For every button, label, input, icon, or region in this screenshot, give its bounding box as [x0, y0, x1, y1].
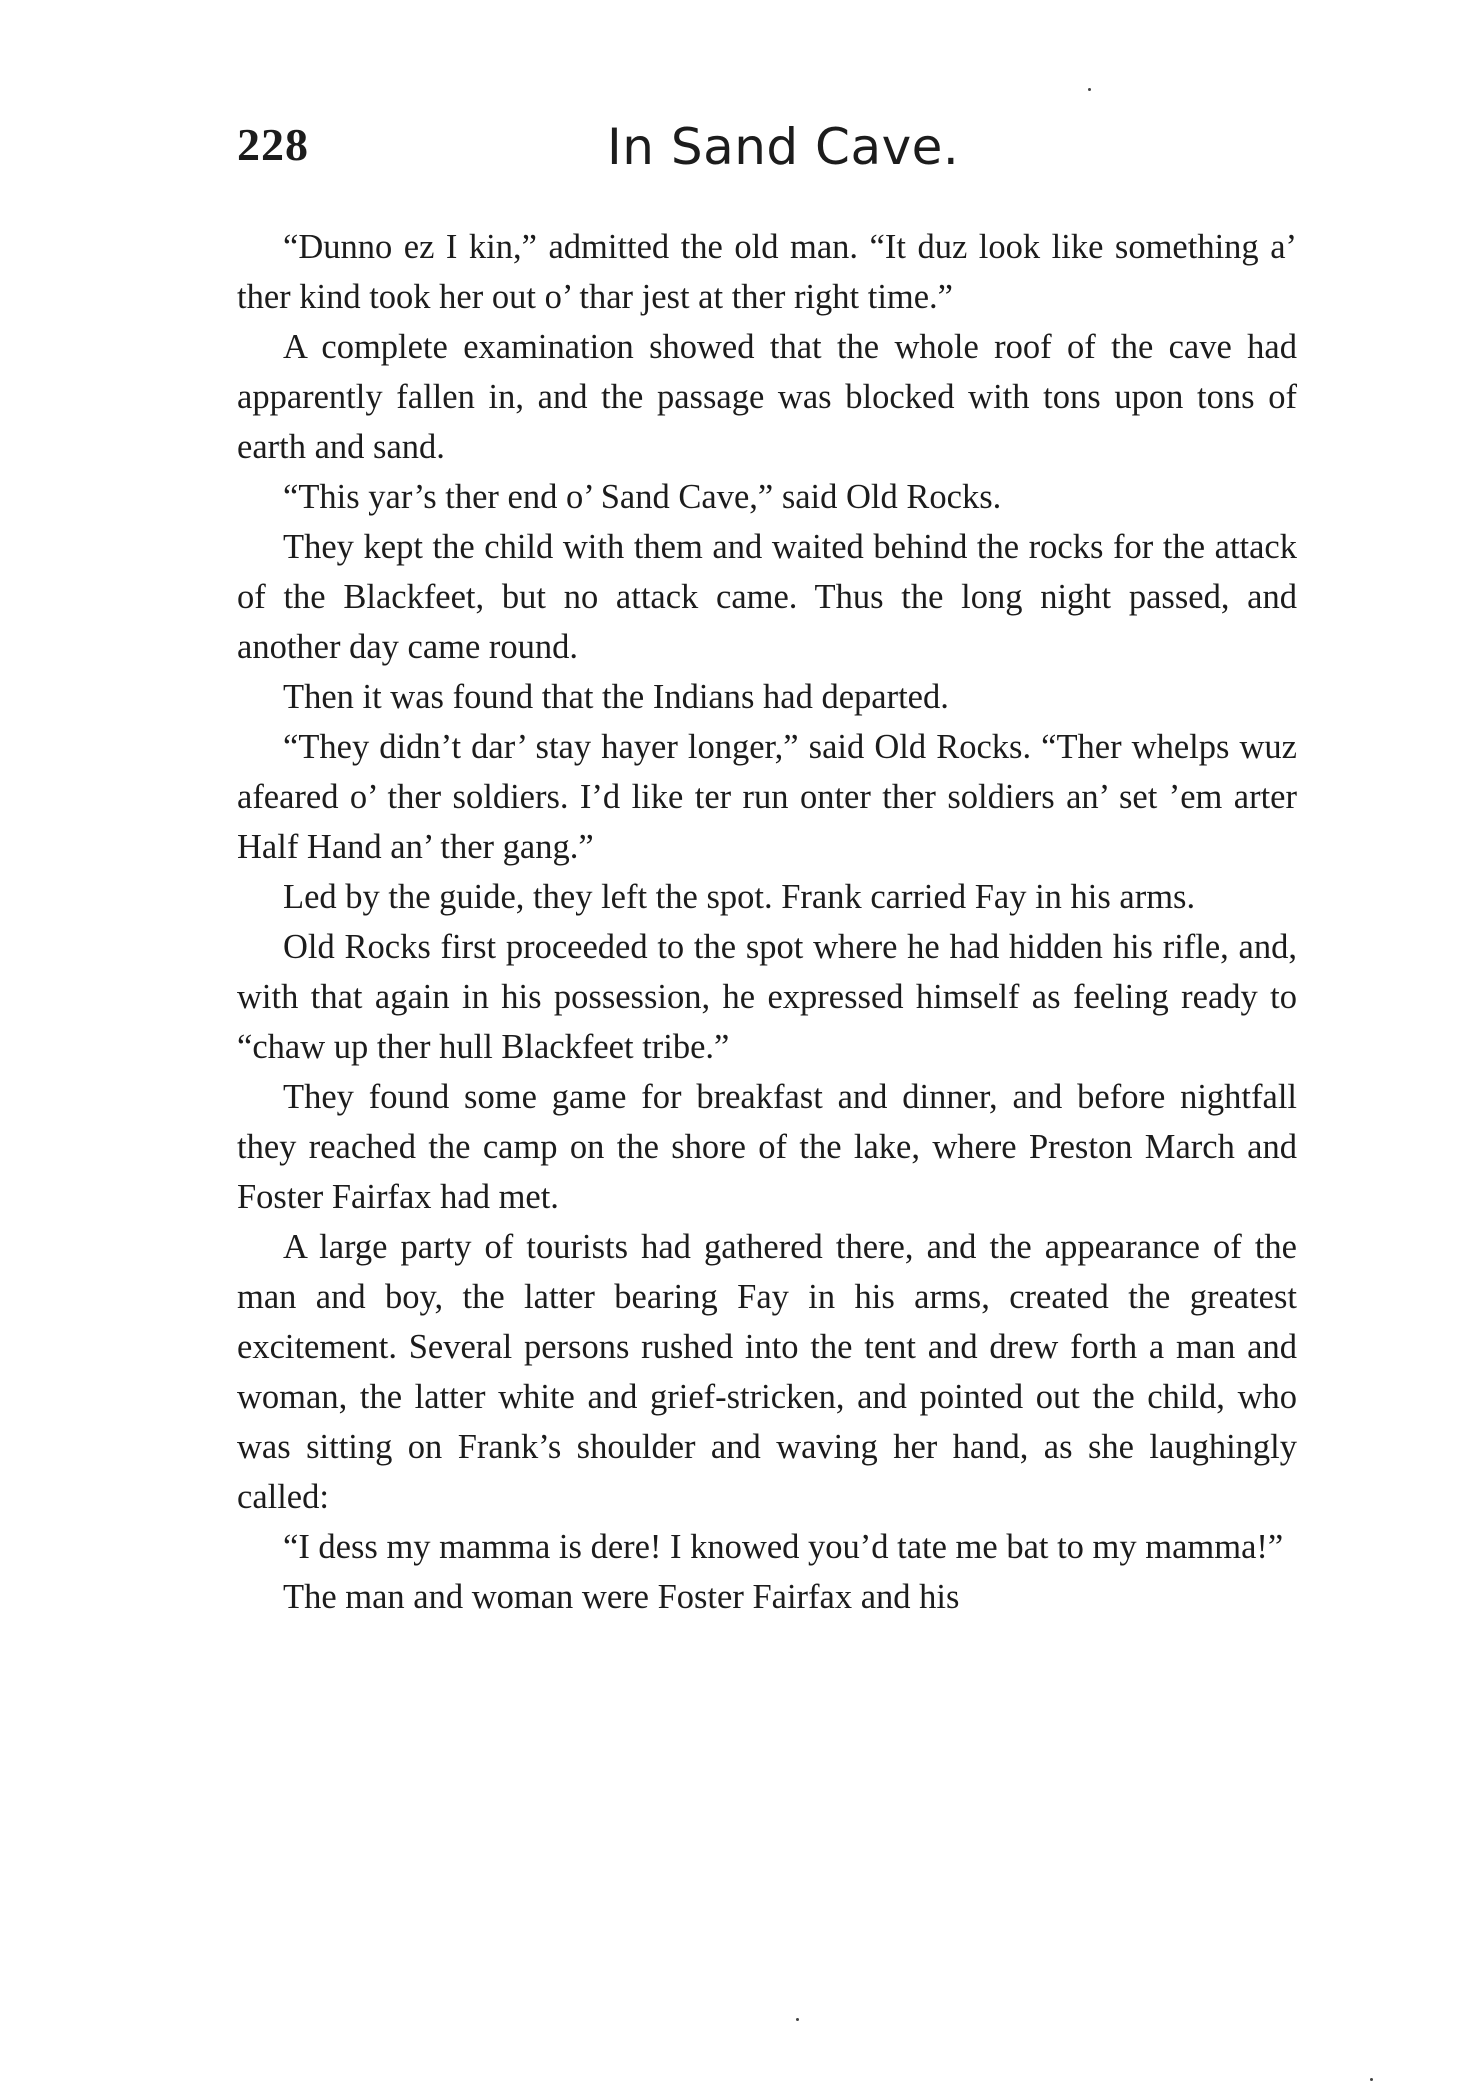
page-number: 228 [237, 119, 309, 170]
paragraph-7: Led by the guide, they left the spot. Frank carried Fay in his arms. [283, 878, 1196, 916]
paragraph-12: The man and woman were Foster Fairfax and his [283, 1578, 960, 1616]
running-head [237, 118, 1297, 198]
paragraph-5: Then it was found that the Indians had departed. [283, 678, 949, 716]
paragraph-9: They found some game for breakfast and dinner, and before nightfall they reached the camp on the shore of the lake, where Preston March and Foster Fairfax had met. [237, 1078, 1297, 1216]
body-text [237, 222, 1297, 1622]
print-speck [1370, 2078, 1373, 2081]
paragraph-3: “This yar’s ther end o’ Sand Cave,” said Old Rocks. [283, 478, 1002, 516]
paragraph-4: They kept the child with them and waited behind the rocks for the attack of the Blackfeet, but no attack came. Thus the long night passed, and another day came round. [237, 528, 1297, 666]
print-speck [796, 2018, 799, 2021]
paragraph-6: “They didn’t dar’ stay hayer longer,” said Old Rocks. “Ther whelps wuz afeared o’ ther soldiers. I’d like ter run onter ther soldiers an’ set ’em arter Half Hand an’ ther gang.” [237, 728, 1297, 866]
paragraph-11: “I dess my mamma is dere! I knowed you’d tate me bat to my mamma!” [283, 1528, 1284, 1566]
paragraph-10: A large party of tourists had gathered there, and the appearance of the man and boy, the latter bearing Fay in his arms, created the greatest excitement. Several persons rushed into the tent and drew forth a man and woman, the latter white and grief-stricken, and pointed out the child, who was sitting on Frank’s shoulder and waving her hand, as she laughingly called: [237, 1228, 1297, 1516]
running-title: In Sand Cave. [607, 118, 960, 176]
paragraph-8: Old Rocks first proceeded to the spot where he had hidden his rifle, and, with that again in his possession, he expressed himself as feeling ready to “chaw up ther hull Blackfeet tribe.” [237, 928, 1297, 1066]
paragraph-2: A complete examination showed that the whole roof of the cave had apparently fallen in, and the passage was blocked with tons upon tons of earth and sand. [237, 328, 1297, 466]
print-speck [1088, 88, 1091, 91]
paragraph-1: “Dunno ez I kin,” admitted the old man. “It duz look like something a’ ther kind took her out o’ thar jest at ther right time.” [237, 228, 1297, 316]
